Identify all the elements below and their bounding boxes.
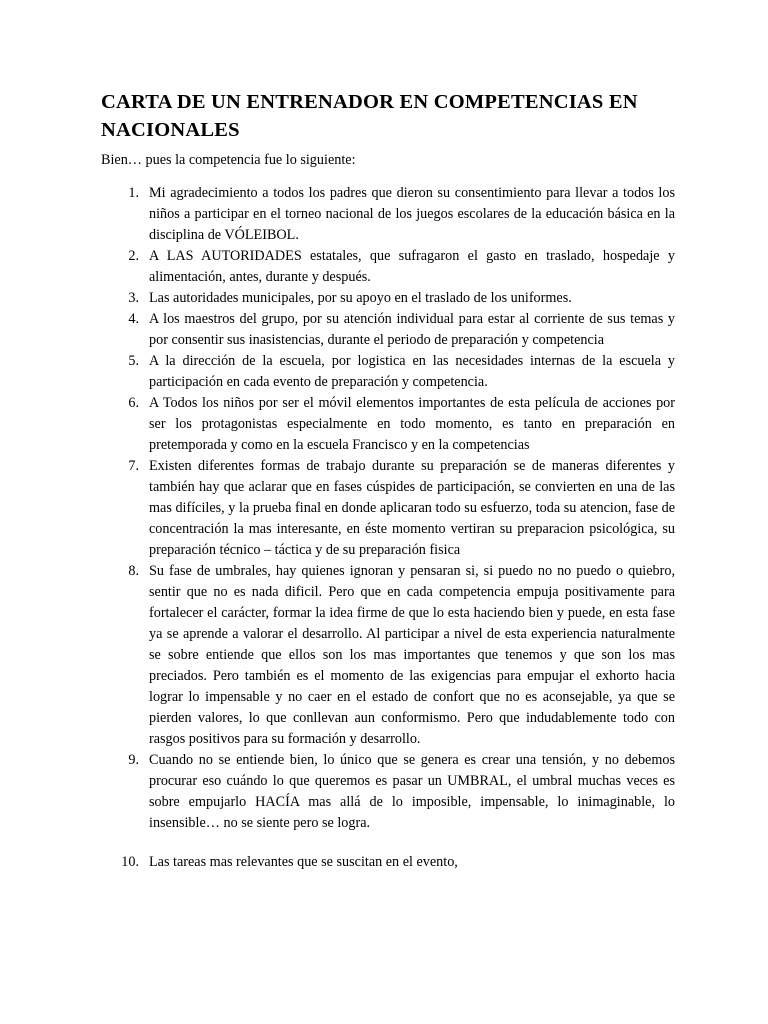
document-content: [101, 88, 675, 873]
list-item-number: 3.: [128, 290, 139, 306]
list-item-text: A la dirección de la escuela, por logistica en las necesidades internas de la escuela y participación en cada evento de preparación y competencia.: [149, 353, 675, 390]
list-item-text: Las autoridades municipales, por su apoyo en el traslado de los uniformes.: [149, 290, 572, 306]
list-item-text: A LAS AUTORIDADES estatales, que sufragaron el gasto en traslado, hospedaje y alimentación, antes, durante y después.: [149, 248, 675, 285]
list-item: [101, 561, 675, 750]
list-item-number: 5.: [128, 353, 139, 369]
list-item: [101, 456, 675, 561]
list-item: [101, 393, 675, 456]
list-item-number: 6.: [128, 395, 139, 411]
list-item: [101, 351, 675, 393]
list-item-number: 9.: [128, 752, 139, 768]
list-item-text: A Todos los niños por ser el móvil elementos importantes de esta película de acciones por ser los protagonistas especialmente en todo momento, es tanto en preparación en pretemporada y como en la escuela Francisco y en la competencias: [149, 395, 675, 453]
list-item-number: 7.: [128, 458, 139, 474]
page-title: CARTA DE UN ENTRENADOR EN COMPETENCIAS EN NACIONALES: [101, 91, 638, 141]
list-item: [101, 288, 675, 309]
list-item-text: Su fase de umbrales, hay quienes ignoran y pensaran si, si puedo no no puedo o quiebro, sentir que no es nada dificil. Pero que en cada competencia empuja positivamente para fortalecer el carácter, formar la idea firme de que lo esta haciendo bien y puede, en esta fase ya se aprende a valorar el desarrollo. Al participar a nivel de esta experiencia naturalmente se sobre entiende que ellos son los mas importantes que tenemos y que son los mas preciados. Pero también es el momento de las exigencias para empujar el exhorto hacia lograr lo impensable y no caer en el estado de confort que no es aconsejable, ya que se pierden valores, lo que conllevan aun conformismo. Pero que indudablemente todo con rasgos positivos para su formación y desarrollo.: [149, 563, 675, 747]
list-item: [101, 309, 675, 351]
list-item-text: Existen diferentes formas de trabajo durante su preparación se de maneras diferentes y también hay que aclarar que en fases cúspides de participación, se convierten en una de las mas difíciles, y la prueba final en donde aplicaran todo su esfuerzo, toda su atencion, fase de concentración la mas interesante, en éste momento vertiran su preparacion psicológica, su preparación técnico – táctica y de su preparación fisica: [149, 458, 675, 558]
list-item-text: Las tareas mas relevantes que se suscitan en el evento,: [149, 854, 458, 870]
list-item-text: Cuando no se entiende bien, lo único que se genera es crear una tensión, y no debemos procurar eso cuándo lo que queremos es pasar un UMBRAL, el umbral muchas veces es sobre empujarlo HACÍA mas allá de lo imposible, impensable, lo inimaginable, lo insensible… no se siente pero se logra.: [149, 752, 675, 831]
list-item-number: 2.: [128, 248, 139, 264]
list-item: [101, 183, 675, 246]
list-item-number: 10.: [121, 854, 139, 870]
list-item: [101, 852, 675, 873]
list-item: [101, 750, 675, 834]
list-item: [101, 246, 675, 288]
list-item-text: A los maestros del grupo, por su atención individual para estar al corriente de sus temas y por consentir sus inasistencias, durante el periodo de preparación y competencia: [149, 311, 675, 348]
list-item-number: 8.: [128, 563, 139, 579]
list-item-number: 1.: [128, 185, 139, 201]
numbered-list: [101, 183, 675, 873]
list-item-text: Mi agradecimiento a todos los padres que dieron su consentimiento para llevar a todos los niños a participar en el torneo nacional de los juegos escolares de la educación básica en la disciplina de VÓLEIBOL.: [149, 185, 675, 243]
list-item-number: 4.: [128, 311, 139, 327]
intro-paragraph: Bien… pues la competencia fue lo siguiente:: [101, 152, 356, 168]
